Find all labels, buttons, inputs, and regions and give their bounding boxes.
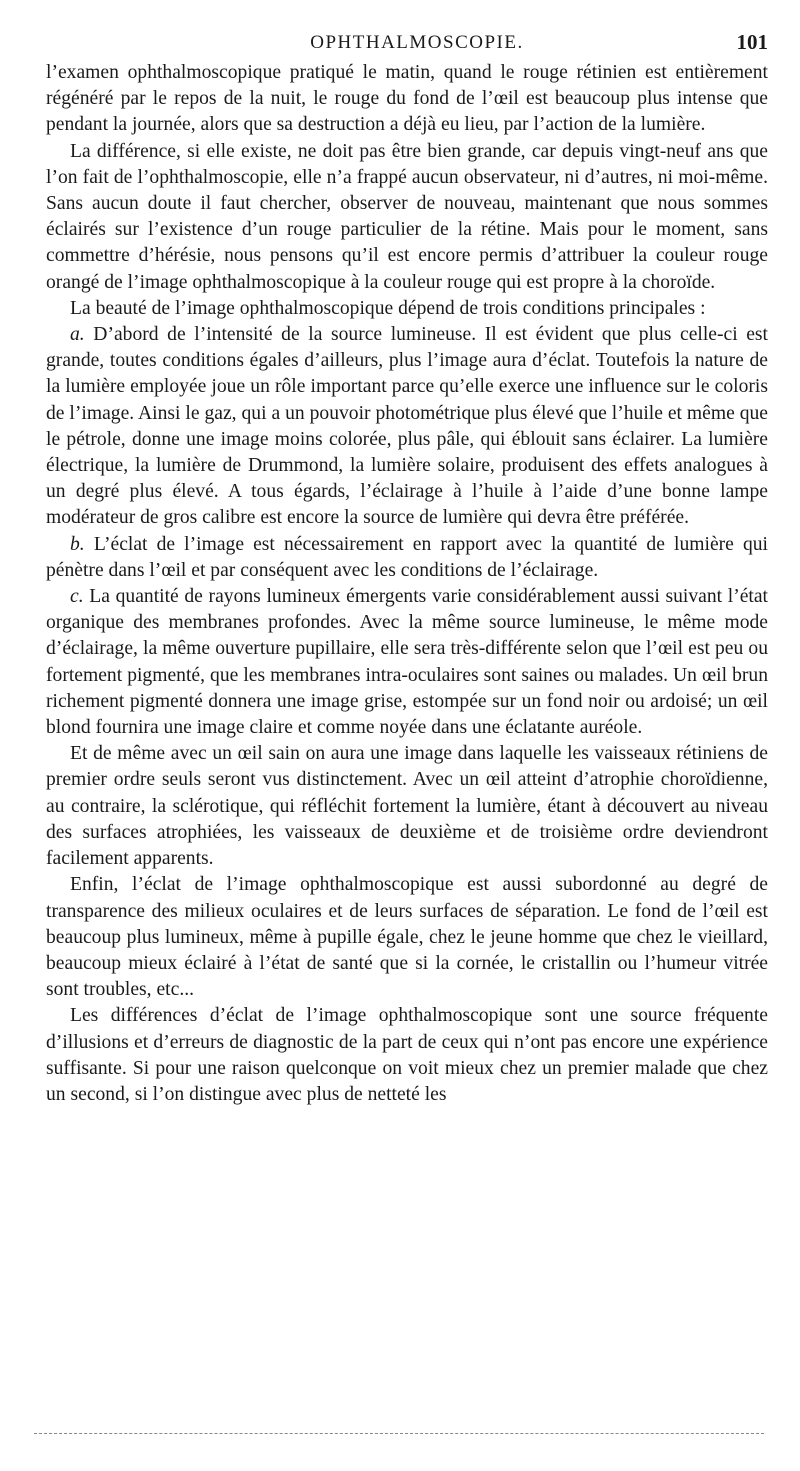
page-number: 101 [736,30,768,54]
paragraph-b: b. L’éclat de l’image est nécessairement en rapport avec la quantité de lumière qui pénètre dans l’œil et par conséquent avec les conditions de l’éclairage. [46,533,769,581]
paragraph-1: l’examen ophthalmoscopique pratiqué le matin, quand le rouge rétinien est entièrement régénéré par le repos de la nuit, le rouge du fond de l’œil est beaucoup plus intense que pendant la journée, alors que sa destruction a déjà eu lieu, par l’action de la lumière. [46,62,768,136]
book-page [46,28,768,1108]
paragraph-2: La différence, si elle existe, ne doit pas être bien grande, car depuis vingt-neuf ans que l’on fait de l’ophthalmoscopie, elle n’a frappé aucun observateur, ni d’autres, ni moi-même. Sans aucun doute il faut chercher, observer de nouveau, maintenant que nous sommes éclairés sur l’existence d’un rouge particulier de la rétine. Mais pour le moment, sans commettre d’hérésie, nous pensons qu’il est encore permis d’attribuer la couleur rouge orangé de l’image ophthalmoscopique à la couleur rouge qui est propre à la choroïde. [46,140,768,293]
paragraph-7: Et de même avec un œil sain on aura une image dans laquelle les vaisseaux rétiniens de premier ordre seuls seront vus distinctement. Avec un œil atteint d’atrophie choroïdienne, au contraire, la sclérotique, qui réfléchit fortement la lumière, étant à découvert au niveau des surfaces atrophiées, les vaisseaux de deuxième et de troisième ordre deviendront facilement apparents. [46,743,768,870]
running-title: OPHTHALMOSCOPIE. [310,32,524,53]
running-header [46,28,768,56]
paragraph-3: La beauté de l’image ophthalmoscopique dépend de trois conditions principales : [70,297,706,319]
item-label-a: a. [70,324,85,346]
body-text [46,60,768,1108]
item-label-c: c. [70,586,84,608]
paragraph-9: Les différences d’éclat de l’image ophthalmoscopique sont une source fréquente d’illusions et d’erreurs de diagnostic de la part de ceux qui n’ont pas encore une expérience suffisante. Si pour une raison quelconque on voit mieux chez un premier malade que chez un second, si l’on distingue avec plus de netteté les [46,1005,768,1105]
paragraph-a: a. D’abord de l’intensité de la source lumineuse. Il est évident que plus celle-ci est grande, toutes conditions égales d’ailleurs, plus l’image aura d’éclat. Toutefois la nature de la lumière employée joue un rôle important parce qu’elle exerce une influence sur le coloris de l’image. Ainsi le gaz, qui a un pouvoir photométrique plus élevé que l’huile et même que le pétrole, donne une image moins colorée, plus pâle, qui éblouit sans éclairer. La lumière électrique, la lumière de Drummond, la lumière solaire, produisent des effets analogues à un degré plus élevé. A tous égards, l’éclairage à l’huile à l’aide d’une bonne lampe modérateur de gros calibre est encore la source de lumière qui devra être préférée. [46,324,768,529]
paragraph-8: Enfin, l’éclat de l’image ophthalmoscopique est aussi subordonné au degré de transparence des milieux oculaires et de leurs surfaces de séparation. Le fond de l’œil est beaucoup plus lumineux, même à pupille égale, chez le jeune homme que chez le vieillard, beaucoup mieux éclairé à l’état de santé que si la cornée, le cristallin ou l’humeur vitrée sont troubles, etc... [46,874,768,1001]
bottom-rule [34,1433,764,1434]
paragraph-c: c. La quantité de rayons lumineux émergents varie considérablement aussi suivant l’état organique des membranes profondes. Avec la même source lumineuse, le même mode d’éclairage, la même ouverture pupillaire, elle sera très-différente selon que l’œil est peu ou fortement pigmenté, que les membranes intra-oculaires sont saines ou malades. Un œil brun richement pigmenté donnera une image grise, estompée sur un fond noir ou ardoisé; un œil blond fournira une image claire et comme noyée dans une éclatante auréole. [46,586,768,739]
item-label-b: b. [70,533,85,555]
